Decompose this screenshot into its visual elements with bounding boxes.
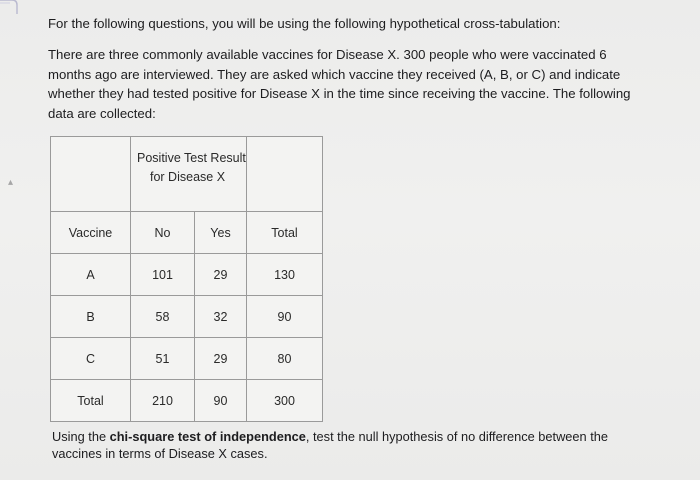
positive-test-result-header: Positive Test Result for Disease X [131, 137, 247, 212]
no-cell: 101 [131, 254, 195, 296]
total-cell: 300 [247, 380, 323, 422]
total-cell: 130 [247, 254, 323, 296]
yes-cell: 29 [195, 254, 247, 296]
table-row [51, 296, 323, 338]
no-cell: 58 [131, 296, 195, 338]
yes-cell: 32 [195, 296, 247, 338]
vaccine-cell: C [51, 338, 131, 380]
total-header: Total [247, 212, 323, 254]
total-cell: 90 [247, 296, 323, 338]
vaccine-header: Vaccine [51, 212, 131, 254]
empty-total-header-cell [247, 137, 323, 212]
document-heading: For the following questions, you will be using the following hypothetical cross-tabulation: [48, 16, 561, 31]
cross-tabulation-table [50, 136, 323, 422]
no-header: No [131, 212, 195, 254]
vaccine-cell: B [51, 296, 131, 338]
yes-cell: 90 [195, 380, 247, 422]
yes-header: Yes [195, 212, 247, 254]
no-cell: 51 [131, 338, 195, 380]
table-row [51, 338, 323, 380]
vaccine-cell: A [51, 254, 131, 296]
closing-instruction [52, 428, 652, 462]
yes-cell: 29 [195, 338, 247, 380]
no-cell: 210 [131, 380, 195, 422]
total-cell: 80 [247, 338, 323, 380]
test-name-bold: chi-square test of independence [109, 429, 306, 444]
table-total-row [51, 380, 323, 422]
empty-corner-cell [51, 137, 131, 212]
table-column-header-row [51, 212, 323, 254]
table-group-header-row [51, 137, 323, 212]
page-corner-icon [0, 0, 22, 14]
vaccine-cell: Total [51, 380, 131, 422]
closing-text-end: , test the null hypothesis of no difference between the vaccines in terms of Disease X cases. [52, 429, 609, 461]
closing-text-start: Using the [52, 429, 110, 444]
margin-mark-icon: ▴ [8, 177, 14, 188]
table-row [51, 254, 323, 296]
intro-paragraph: There are three commonly available vaccines for Disease X. 300 people who were vaccinated 6 months ago are interviewed. They are asked which vaccine they received (A, B, or C) and indicate whether they had tested positive for Disease X in the time since receiving the vaccine. The following data are collected: [48, 47, 631, 121]
